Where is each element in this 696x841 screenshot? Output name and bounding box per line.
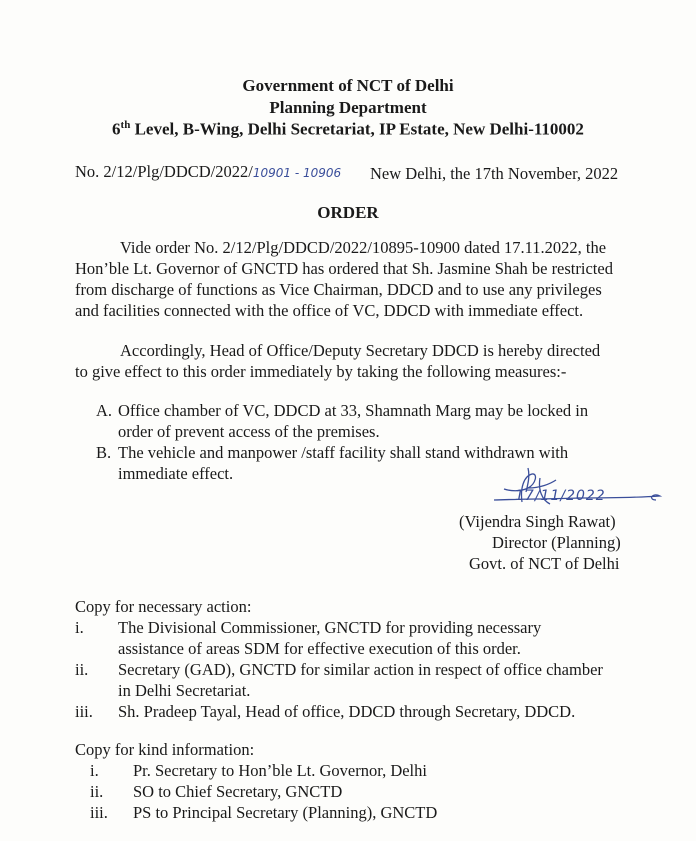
- reference-number: [75, 162, 341, 182]
- para1-line2: Hon’ble Lt. Governor of GNCTD has ordered that Sh. Jasmine Shah be restricted: [75, 259, 613, 278]
- header-department: Planning Department: [269, 98, 427, 117]
- copy-action-3-line1: Sh. Pradeep Tayal, Head of office, DDCD through Secretary, DDCD.: [118, 702, 576, 721]
- copy-info-1-num: i.: [90, 761, 99, 780]
- copy-action-heading: Copy for necessary action:: [75, 597, 252, 616]
- copy-action-2-num: ii.: [75, 660, 89, 679]
- copy-info-3-num: iii.: [90, 803, 108, 822]
- copy-info-heading: Copy for kind information:: [75, 740, 255, 759]
- measure-b-line1: The vehicle and manpower /staff facility shall stand withdrawn with: [118, 443, 569, 462]
- para2-line2: to give effect to this order immediately by taking the following measures:-: [75, 362, 567, 381]
- measure-b-line2: immediate effect.: [118, 464, 234, 483]
- measure-a-line2: order of prevent access of the premises.: [118, 422, 380, 441]
- signatory-designation: Director (Planning): [492, 533, 621, 552]
- copy-info-2-text: SO to Chief Secretary, GNCTD: [133, 782, 343, 801]
- para1-line3: from discharge of functions as Vice Chairman, DDCD and to use any privileges: [75, 280, 602, 299]
- copy-action-2-line2: in Delhi Secretariat.: [118, 681, 251, 700]
- copy-action-3-num: iii.: [75, 702, 93, 721]
- header-address: [0, 119, 696, 140]
- para2-line1: Accordingly, Head of Office/Deputy Secretary DDCD is hereby directed: [120, 341, 601, 360]
- header-government: Government of NCT of Delhi: [242, 76, 454, 95]
- header-address-sup: th: [120, 119, 131, 131]
- copy-action-1-num: i.: [75, 618, 84, 637]
- signature-date: 17/11/2022: [515, 488, 606, 504]
- order-title: ORDER: [317, 203, 379, 222]
- handwritten-number-range: 10901 - 10906: [252, 166, 342, 180]
- place-date: New Delhi, the 17th November, 2022: [370, 164, 619, 183]
- header-address-rest: Level, B-Wing, Delhi Secretariat, IP Estate, New Delhi-110002: [130, 119, 584, 139]
- para1-line4: and facilities connected with the office of VC, DDCD with immediate effect.: [75, 301, 584, 320]
- signatory-office: Govt. of NCT of Delhi: [469, 554, 620, 573]
- copy-info-2-num: ii.: [90, 782, 104, 801]
- header-address-level: 6: [112, 119, 121, 139]
- copy-action-1-line1: The Divisional Commissioner, GNCTD for providing necessary: [118, 618, 542, 637]
- copy-info-1-text: Pr. Secretary to Hon’ble Lt. Governor, Delhi: [133, 761, 427, 780]
- measure-b-label: B.: [96, 443, 112, 462]
- signatory-name: (Vijendra Singh Rawat): [459, 512, 616, 531]
- copy-action-2-line1: Secretary (GAD), GNCTD for similar action in respect of office chamber: [118, 660, 603, 679]
- para1-line1: Vide order No. 2/12/Plg/DDCD/2022/10895-10900 dated 17.11.2022, the: [120, 238, 607, 257]
- copy-action-1-line2: assistance of areas SDM for effective execution of this order.: [118, 639, 521, 658]
- reference-number-text: No. 2/12/Plg/DDCD/2022/: [75, 162, 253, 181]
- measure-a-line1: Office chamber of VC, DDCD at 33, Shamnath Marg may be locked in: [118, 401, 589, 420]
- copy-info-3-text: PS to Principal Secretary (Planning), GNCTD: [133, 803, 438, 822]
- measure-a-label: A.: [96, 401, 113, 420]
